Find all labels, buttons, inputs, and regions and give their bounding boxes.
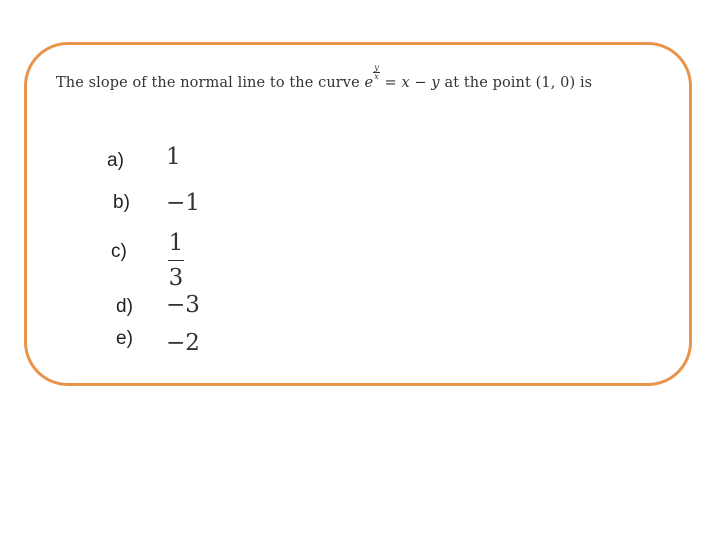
question-point: (1, 0) — [535, 75, 576, 91]
exponent-denominator: x — [374, 72, 379, 81]
option-c-value[interactable] — [168, 228, 184, 293]
option-b-label[interactable]: b) — [113, 192, 130, 213]
fraction-bar — [168, 260, 184, 261]
question-text — [56, 64, 676, 91]
question-middle: at the point — [444, 75, 531, 91]
equation-rest: = x − y — [384, 75, 440, 91]
option-c-numerator: 1 — [168, 230, 184, 256]
option-d-value[interactable]: −3 — [166, 292, 200, 318]
option-c-label[interactable]: c) — [111, 241, 127, 262]
option-b-value[interactable]: −1 — [166, 190, 200, 216]
option-a-label[interactable]: a) — [107, 150, 124, 171]
exponent-numerator: y — [374, 63, 379, 72]
option-d-label[interactable]: d) — [116, 296, 133, 317]
option-e-label[interactable]: e) — [116, 328, 133, 349]
exponent-fraction — [373, 64, 380, 81]
option-c-denominator: 3 — [168, 265, 184, 291]
option-e-value[interactable]: −2 — [166, 330, 200, 356]
question-prefix: The slope of the normal line to the curve — [56, 75, 360, 91]
option-a-value[interactable]: 1 — [166, 144, 181, 170]
exp-base: e — [364, 75, 374, 91]
question-suffix: is — [579, 75, 593, 91]
